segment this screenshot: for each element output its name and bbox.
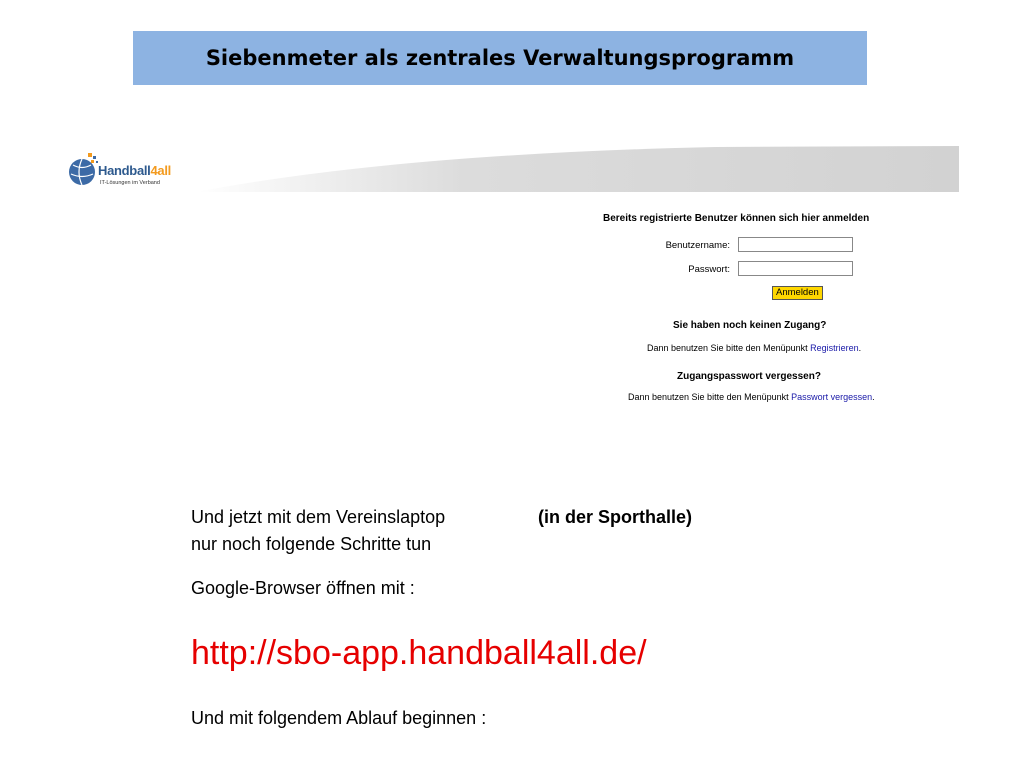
logo-subtitle: IT-Lösungen im Verband	[100, 180, 160, 186]
login-heading: Bereits registrierte Benutzer können sich hier anmelden	[603, 213, 870, 224]
logo-name-accent: 4all	[150, 163, 171, 178]
instruction-line-4: Und mit folgendem Ablauf beginnen :	[191, 708, 487, 728]
instruction-line-3: Google-Browser öffnen mit :	[191, 578, 415, 598]
instruction-line-1: Und jetzt mit dem Vereinslaptop	[191, 507, 446, 527]
no-access-hint-text: Dann benutzen Sie bitte den Menüpunkt	[647, 343, 811, 353]
password-input[interactable]	[738, 261, 853, 276]
no-access-hint	[647, 343, 861, 353]
register-link[interactable]: Registrieren	[810, 343, 859, 353]
app-url-link[interactable]: http://sbo-app.handball4all.de/	[191, 634, 647, 672]
no-access-question: Sie haben noch keinen Zugang?	[673, 320, 827, 331]
instruction-line-2: nur noch folgende Schritte tun	[191, 534, 432, 554]
logo-name-main: Handball	[98, 163, 151, 178]
handball4all-logo	[64, 148, 194, 192]
instruction-note: (in der Sporthalle)	[538, 507, 693, 527]
forgot-password-question: Zugangspasswort vergessen?	[677, 371, 821, 382]
slide-title: Siebenmeter als zentrales Verwaltungsprogramm	[205, 46, 795, 70]
forgot-hint-suffix: .	[872, 392, 875, 402]
forgot-password-link[interactable]: Passwort vergessen	[791, 392, 873, 402]
password-label: Passwort:	[688, 264, 730, 275]
anmelden-button[interactable]: Anmelden	[772, 286, 823, 300]
username-label: Benutzername:	[665, 240, 730, 251]
logo-wordmark	[98, 163, 171, 178]
forgot-hint-text: Dann benutzen Sie bitte den Menüpunkt	[628, 392, 792, 402]
username-input[interactable]	[738, 237, 853, 252]
header-swoosh-banner	[196, 146, 959, 192]
slide-title-bar	[133, 31, 867, 85]
no-access-hint-suffix: .	[858, 343, 862, 353]
forgot-password-hint	[628, 392, 875, 402]
